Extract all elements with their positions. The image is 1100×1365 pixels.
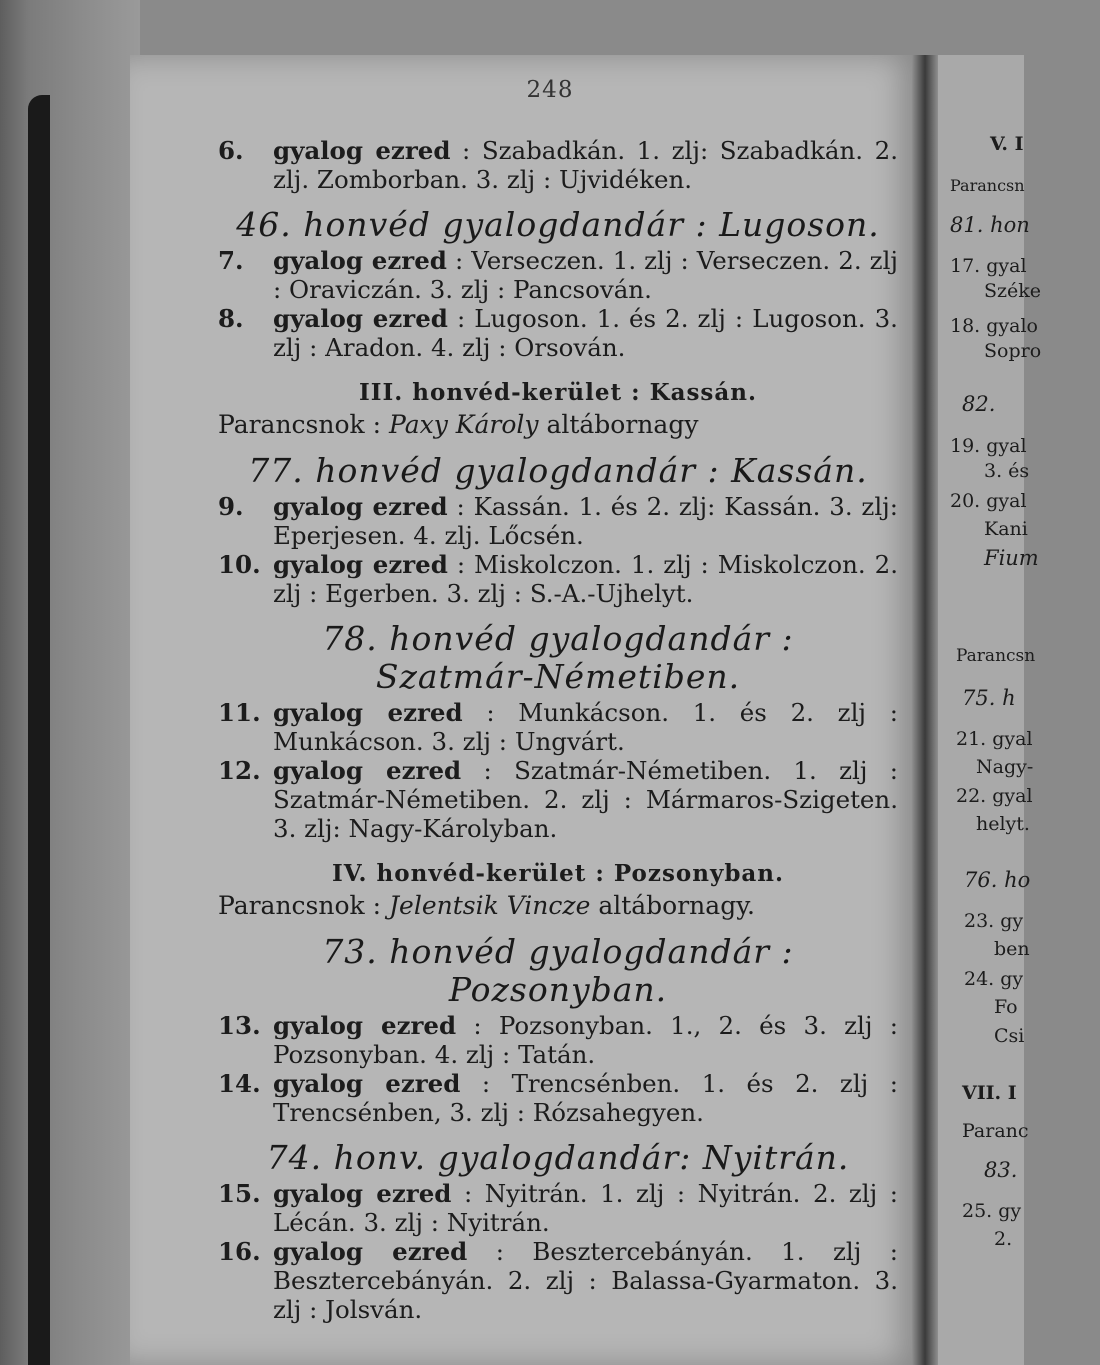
- brigade-heading-78: 78. honvéd gyalogdandár : Szatmár-Németiben.: [322, 619, 794, 696]
- right-fragment: helyt.: [976, 813, 1030, 835]
- entry-11: 11. gyalog ezred : Munkácson. 1. és 2. zlj : Munkácson. 3. zlj : Ungvárt.: [218, 698, 898, 756]
- right-fragment: 20. gyal: [950, 490, 1027, 512]
- entry-16: 16. gyalog ezred : Besztercebányán. 1. zlj : Besztercebányán. 2. zlj : Balassa-Gyarmaton. 3. zlj : Jolsván.: [218, 1237, 898, 1324]
- right-fragment: Fium: [984, 546, 1039, 570]
- right-fragment: V. I: [990, 133, 1024, 155]
- right-fragment: Parancsn: [950, 176, 1025, 195]
- entry-7: 7. gyalog ezred : Verseczen. 1. zlj : Verseczen. 2. zlj : Oraviczán. 3. zlj : Pancsován.: [218, 246, 898, 304]
- right-fragment: Parancsn: [956, 646, 1036, 666]
- right-fragment: Paranc: [962, 1120, 1029, 1142]
- right-fragment: 25. gy: [962, 1200, 1022, 1222]
- brigade-heading-73: 73. honvéd gyalogdandár : Pozsonyban.: [322, 932, 794, 1009]
- right-fragment: Fo: [994, 996, 1018, 1018]
- entry-8: 8. gyalog ezred : Lugoson. 1. és 2. zlj : Lugoson. 3. zlj : Aradon. 4. zlj : Orsován.: [218, 304, 898, 362]
- page-number: 248: [526, 77, 574, 103]
- district-heading-3: III. honvéd-kerület : Kassán.: [358, 379, 758, 406]
- right-fragment: 22. gyal: [956, 785, 1033, 807]
- entry-15: 15. gyalog ezred : Nyitrán. 1. zlj : Nyitrán. 2. zlj : Lécán. 3. zlj : Nyitrán.: [218, 1179, 899, 1237]
- entry-14: 14. gyalog ezred : Trencsénben. 1. és 2. zlj : Trencsénben, 3. zlj : Rózsahegyen.: [218, 1069, 898, 1127]
- right-fragment: 81. hon: [950, 213, 1030, 237]
- right-fragment: Sopro: [984, 340, 1042, 362]
- right-fragment: 17. gyal: [950, 255, 1027, 277]
- right-fragment: 82.: [962, 392, 996, 416]
- right-fragment: 75. h: [962, 686, 1016, 710]
- right-fragment: 76. ho: [964, 868, 1031, 892]
- brigade-heading-77: 77. honvéd gyalogdandár : Kassán.: [248, 451, 868, 490]
- entry-12: 12. gyalog ezred : Szatmár-Németiben. 1. zlj : Szatmár-Németiben. 2. zlj : Mármaros-Szigeten. 3. zlj: Nagy-Károlyban.: [218, 756, 899, 843]
- entry-13: 13. gyalog ezred : Pozsonyban. 1., 2. és 3. zlj : Pozsonyban. 4. zlj : Tatán.: [218, 1011, 898, 1069]
- entry-6: 6. gyalog ezred : Szabadkán. 1. zlj: Szabadkán. 2. zlj. Zomborban. 3. zlj : Ujvidéken.: [218, 136, 898, 194]
- right-fragment: 83.: [984, 1158, 1018, 1182]
- right-fragment: 2.: [994, 1228, 1013, 1250]
- right-fragment: Nagy-: [976, 756, 1034, 778]
- right-fragment: Csi: [994, 1025, 1025, 1047]
- right-fragment: 23. gy: [964, 910, 1024, 932]
- commander-line-4: Parancsnok : Jelentsik Vincze altábornagy.: [218, 891, 755, 920]
- book-edge: [0, 0, 140, 1365]
- brigade-heading-46: 46. honvéd gyalogdandár : Lugoson.: [236, 205, 880, 244]
- right-fragment: 19. gyal: [950, 435, 1027, 457]
- right-fragment: 18. gyalo: [950, 315, 1038, 337]
- commander-line-3: Parancsnok : Paxy Károly altábornagy: [218, 410, 699, 439]
- right-fragment: 3. és: [984, 460, 1030, 482]
- right-fragment: 24. gy: [964, 968, 1024, 990]
- brigade-heading-74: 74. honv. gyalogdandár: Nyitrán.: [266, 1138, 850, 1177]
- entry-9: 9. gyalog ezred : Kassán. 1. és 2. zlj: Kassán. 3. zlj: Eperjesen. 4. zlj. Lőcsén.: [218, 492, 899, 550]
- main-text-column: [218, 136, 898, 1324]
- district-heading-4: IV. honvéd-kerület : Pozsonyban.: [331, 860, 785, 887]
- right-fragment: ben: [994, 938, 1030, 960]
- entry-10: 10. gyalog ezred : Miskolczon. 1. zlj : Miskolczon. 2. zlj : Egerben. 3. zlj : S.-A.-Ujhelyt.: [218, 550, 898, 608]
- right-fragment: Széke: [984, 280, 1042, 302]
- book-gutter: [912, 55, 938, 1365]
- right-fragment: VII. I: [962, 1082, 1017, 1104]
- right-fragment: 21. gyal: [956, 728, 1033, 750]
- right-fragment: Kani: [984, 518, 1028, 540]
- book-spine: [28, 95, 50, 1365]
